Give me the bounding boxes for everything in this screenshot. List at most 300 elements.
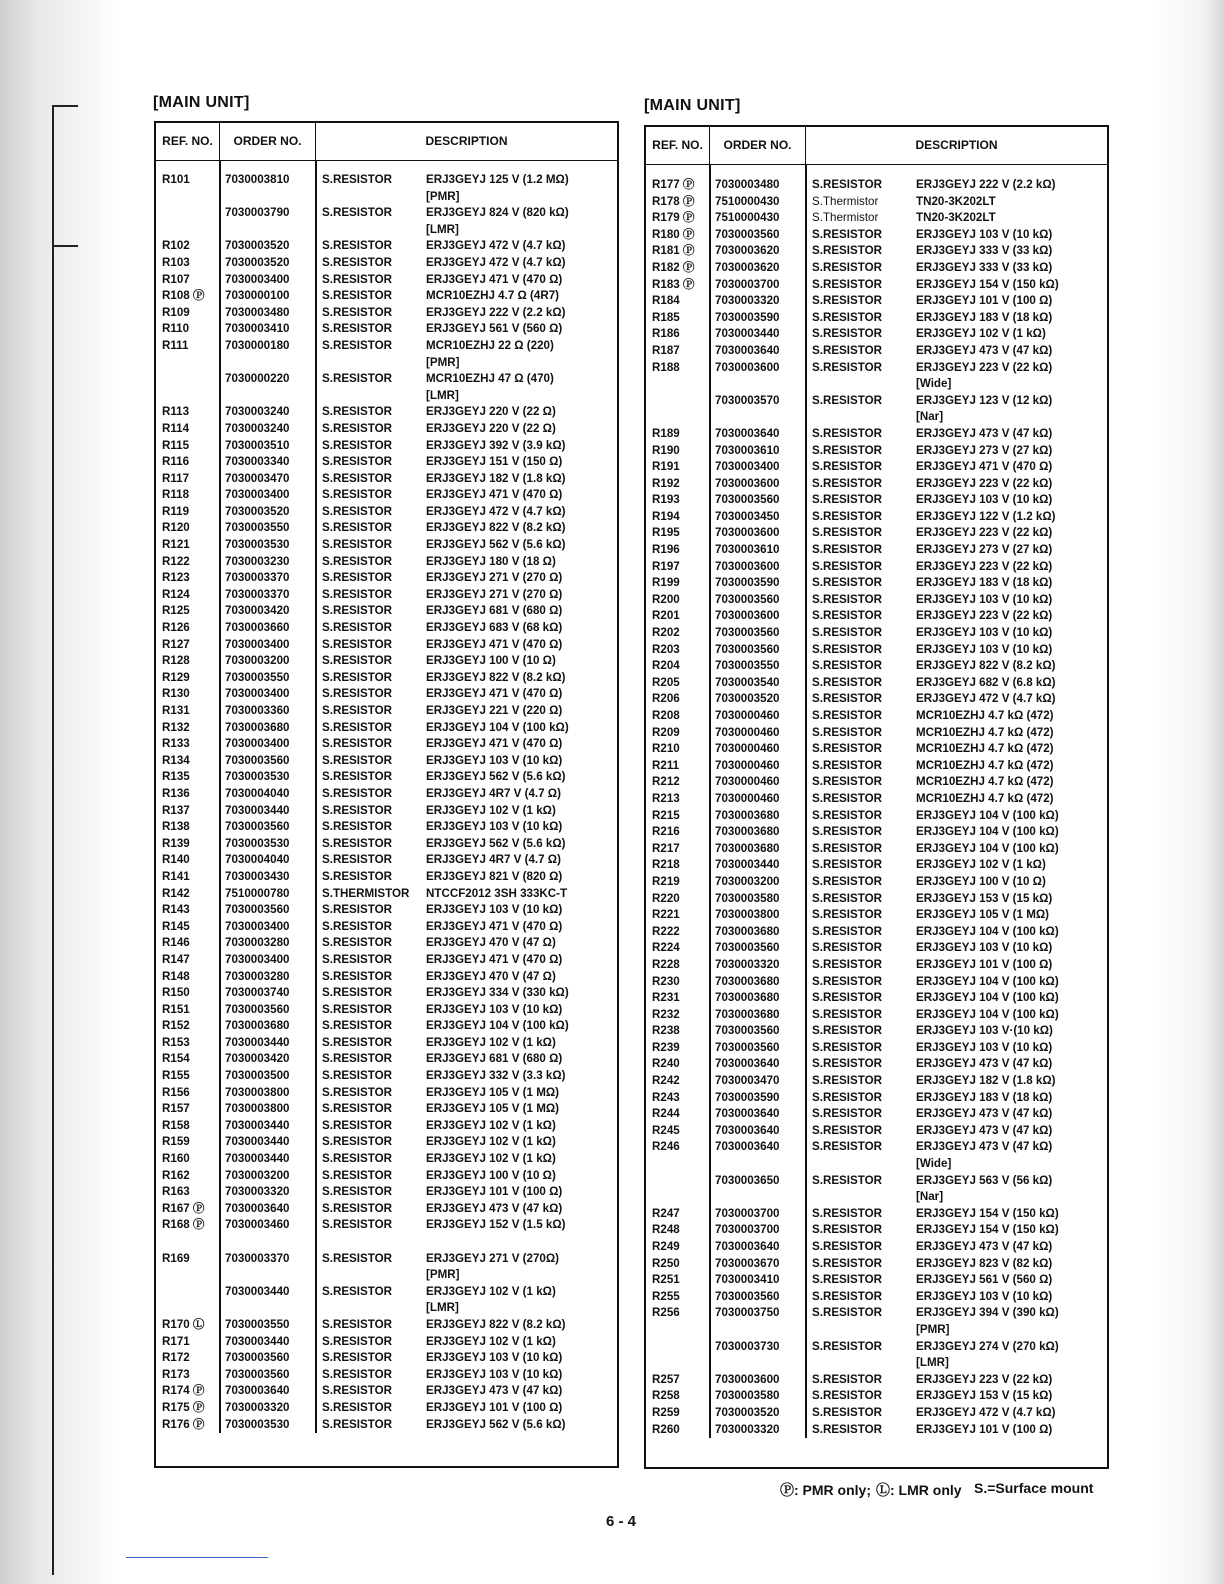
ref-no: R221 — [652, 908, 680, 922]
table-body — [646, 165, 1107, 1438]
ref-no: R169 — [162, 1251, 190, 1265]
ref-no: R197 — [652, 559, 680, 573]
part-spec: ERJ3GEYJ 681 V (680 Ω) — [426, 1052, 563, 1066]
part-type: S.RESISTOR — [322, 986, 393, 1000]
part-type: S.RESISTOR — [322, 737, 393, 751]
part-type: S.RESISTOR — [322, 554, 393, 568]
part-type: S.RESISTOR — [812, 991, 883, 1005]
ref-no: R189 — [652, 426, 680, 440]
ref-no: R201 — [652, 609, 680, 623]
part-type: S.RESISTOR — [812, 426, 883, 440]
part-type: S.RESISTOR — [322, 1351, 393, 1365]
legend-lmr: Ⓛ: LMR only — [876, 1482, 962, 1498]
part-type: S.RESISTOR — [812, 626, 883, 640]
table-row — [646, 476, 1107, 493]
part-type: S.RESISTOR — [812, 1090, 883, 1104]
order-no: 7030003600 — [715, 1372, 780, 1386]
table-row — [646, 177, 1107, 194]
order-no: 7030003400 — [225, 919, 290, 933]
order-no: 7030003670 — [715, 1256, 780, 1270]
ref-no: R146 — [162, 936, 190, 950]
order-no: 7030003680 — [715, 808, 780, 822]
order-no: 7030003540 — [715, 675, 780, 689]
ref-no: R215 — [652, 808, 680, 822]
ref-no: R211 — [652, 758, 680, 772]
order-no: 7030003640 — [715, 1140, 780, 1154]
table-row — [646, 243, 1107, 260]
order-no: 7030003700 — [715, 1206, 780, 1220]
part-spec: ERJ3GEYJ 223 V (22 kΩ) — [916, 609, 1053, 623]
part-type: S.RESISTOR — [322, 372, 393, 386]
table-row — [646, 360, 1107, 377]
ref-no: R147 — [162, 952, 190, 966]
part-spec: ERJ3GEYJ 180 V (18 Ω) — [426, 554, 556, 568]
order-no: 7030003680 — [715, 841, 780, 855]
part-type: S.RESISTOR — [812, 709, 883, 722]
part-spec: [Nar] — [916, 410, 944, 424]
table-row — [156, 1035, 617, 1052]
ref-no: R202 — [652, 626, 680, 640]
table-header — [156, 123, 617, 161]
order-no: 7030003640 — [225, 1201, 290, 1215]
part-type: S.RESISTOR — [812, 1074, 883, 1088]
part-spec: ERJ3GEYJ 334 V (330 kΩ) — [426, 986, 569, 1000]
order-no: 7030003680 — [715, 924, 780, 938]
ref-no: R242 — [652, 1074, 680, 1088]
part-spec: ERJ3GEYJ 103 V (10 kΩ) — [426, 820, 563, 834]
ref-no: R190 — [652, 443, 680, 457]
part-type: S.RESISTOR — [812, 675, 883, 689]
table-row — [646, 1372, 1107, 1389]
table-row — [156, 1002, 617, 1019]
part-spec: ERJ3GEYJ 101 V (100 Ω) — [916, 1422, 1053, 1436]
ref-no: R180 Ⓟ — [652, 227, 695, 241]
part-spec: ERJ3GEYJ 273 V (27 kΩ) — [916, 543, 1053, 557]
legend-surface-mount: S.=Surface mount — [974, 1480, 1094, 1496]
table-row — [646, 1239, 1107, 1256]
table-row — [156, 1068, 617, 1085]
order-no: 7510000430 — [715, 194, 780, 208]
order-no: 7030003500 — [225, 1069, 290, 1083]
part-type: S.RESISTOR — [812, 1372, 883, 1386]
order-no: 7030003700 — [715, 1223, 780, 1237]
part-spec: MCR10EZHJ 4.7 kΩ (472) — [916, 709, 1054, 722]
table-row — [156, 919, 617, 936]
table-row — [156, 703, 617, 720]
ref-no: R156 — [162, 1085, 190, 1099]
part-spec: [Nar] — [916, 1190, 944, 1204]
order-no: 7030003700 — [715, 277, 780, 291]
part-type: S.RESISTOR — [322, 1135, 393, 1149]
part-spec: ERJ3GEYJ 104 V (100 kΩ) — [916, 924, 1059, 938]
part-spec: ERJ3GEYJ 562 V (5.6 kΩ) — [426, 1417, 566, 1431]
table-row — [646, 1256, 1107, 1273]
ref-no: R203 — [652, 642, 680, 656]
part-spec: ERJ3GEYJ 105 V (1 MΩ) — [426, 1085, 560, 1099]
order-no: 7030003560 — [715, 642, 780, 656]
part-spec: ERJ3GEYJ 223 V (22 kΩ) — [916, 1372, 1053, 1386]
part-spec: TN20-3K202LT — [916, 194, 996, 208]
table-row — [646, 1023, 1107, 1040]
part-spec: ERJ3GEYJ 102 V (1 kΩ) — [426, 1152, 556, 1166]
table-row — [646, 492, 1107, 509]
order-no: 7030003370 — [225, 1251, 290, 1265]
ref-no: R255 — [652, 1289, 680, 1303]
ref-no: R133 — [162, 737, 190, 751]
table-row — [156, 1284, 617, 1301]
part-spec: ERJ3GEYJ 101 V (100 Ω) — [916, 294, 1053, 308]
part-type: S.RESISTOR — [322, 753, 393, 767]
table-row — [156, 520, 617, 537]
order-no: 7030003400 — [225, 737, 290, 751]
table-row — [646, 874, 1107, 891]
order-no: 7030003550 — [225, 670, 290, 684]
order-no: 7030003810 — [225, 173, 290, 186]
part-spec: ERJ3GEYJ 563 V (56 kΩ) — [916, 1173, 1053, 1187]
part-spec: MCR10EZHJ 4.7 Ω (4R7) — [426, 289, 559, 303]
part-type: S.RESISTOR — [322, 853, 393, 867]
order-no: 7030003550 — [715, 659, 780, 673]
part-type: S.RESISTOR — [812, 858, 883, 872]
part-type: S.RESISTOR — [812, 244, 883, 258]
table-row — [156, 637, 617, 654]
order-no: 7030003560 — [715, 1040, 780, 1054]
table-row — [646, 459, 1107, 476]
part-type: S.RESISTOR — [812, 1007, 883, 1021]
part-spec: ERJ3GEYJ 182 V (1.8 kΩ) — [426, 471, 566, 485]
part-type: S.RESISTOR — [322, 1251, 393, 1265]
order-no: 7030003800 — [715, 908, 780, 922]
order-no: 7030003530 — [225, 770, 290, 784]
part-type: S.RESISTOR — [322, 272, 393, 286]
part-spec: ERJ3GEYJ 562 V (5.6 kΩ) — [426, 836, 566, 850]
ref-no: R174 Ⓟ — [162, 1384, 205, 1398]
part-spec: ERJ3GEYJ 561 V (560 Ω) — [916, 1273, 1053, 1287]
table-row — [646, 1139, 1107, 1156]
part-spec: ERJ3GEYJ 105 V (1 MΩ) — [426, 1102, 560, 1116]
table-row — [156, 1317, 617, 1334]
part-spec: ERJ3GEYJ 470 V (47 Ω) — [426, 969, 556, 983]
ref-no: R155 — [162, 1069, 190, 1083]
ref-no: R250 — [652, 1256, 680, 1270]
part-type: S.RESISTOR — [322, 969, 393, 983]
table-row — [156, 852, 617, 869]
part-type: S.RESISTOR — [322, 206, 393, 220]
ref-no: R143 — [162, 903, 190, 917]
table-row — [156, 769, 617, 786]
order-no: 7030003560 — [225, 820, 290, 834]
part-type: S.RESISTOR — [812, 1206, 883, 1220]
part-spec: ERJ3GEYJ 472 V (4.7 kΩ) — [916, 1405, 1056, 1419]
part-type: S.RESISTOR — [322, 1367, 393, 1381]
part-spec: ERJ3GEYJ 183 V (18 kΩ) — [916, 310, 1053, 324]
order-no: 7030003740 — [225, 986, 290, 1000]
table-row — [646, 409, 1107, 426]
part-spec: ERJ3GEYJ 562 V (5.6 kΩ) — [426, 770, 566, 784]
part-type: S.RESISTOR — [812, 1107, 883, 1121]
part-spec: ERJ3GEYJ 122 V (1.2 kΩ) — [916, 509, 1056, 523]
part-spec: ERJ3GEYJ 103 V (10 kΩ) — [426, 1002, 563, 1016]
part-spec: ERJ3GEYJ 153 V (15 kΩ) — [916, 891, 1053, 905]
ref-no: R134 — [162, 753, 190, 767]
part-type: S.RESISTOR — [322, 720, 393, 734]
order-no: 7030003680 — [715, 1007, 780, 1021]
part-spec: TN20-3K202LT — [916, 211, 996, 225]
part-spec: MCR10EZHJ 4.7 kΩ (472) — [916, 758, 1054, 772]
table-row — [156, 421, 617, 438]
part-spec: ERJ3GEYJ 392 V (3.9 kΩ) — [426, 438, 566, 452]
page-number: 6 - 4 — [606, 1513, 637, 1530]
table-row — [156, 985, 617, 1002]
table-row — [646, 1305, 1107, 1322]
part-type: S.RESISTOR — [812, 974, 883, 988]
part-spec: ERJ3GEYJ 472 V (4.7 kΩ) — [426, 239, 566, 253]
order-no: 7030003460 — [225, 1218, 290, 1232]
part-type: S.RESISTOR — [812, 460, 883, 474]
ref-no: R129 — [162, 670, 190, 684]
part-spec: ERJ3GEYJ 561 V (560 Ω) — [426, 322, 563, 336]
table-row — [156, 404, 617, 421]
part-spec: ERJ3GEYJ 105 V (1 MΩ) — [916, 908, 1050, 922]
table-row — [646, 1289, 1107, 1306]
part-type: S.RESISTOR — [812, 310, 883, 324]
order-no: 7030003340 — [225, 455, 290, 469]
table-row — [156, 1300, 617, 1317]
part-type: S.RESISTOR — [812, 277, 883, 291]
part-type: S.RESISTOR — [812, 1289, 883, 1303]
part-spec: ERJ3GEYJ 100 V (10 Ω) — [426, 1168, 556, 1182]
table-row — [646, 393, 1107, 410]
part-spec: ERJ3GEYJ 103 V (10 kΩ) — [426, 753, 563, 767]
table-row — [156, 1383, 617, 1400]
ref-no: R185 — [652, 310, 680, 324]
part-spec: ERJ3GEYJ 220 V (22 Ω) — [426, 405, 556, 419]
ref-no: R218 — [652, 858, 680, 872]
ref-no: R138 — [162, 820, 190, 834]
part-type: S.RESISTOR — [322, 1085, 393, 1099]
part-spec: ERJ3GEYJ 154 V (150 kΩ) — [916, 1223, 1059, 1237]
order-no: 7030000460 — [715, 791, 780, 805]
part-spec: ERJ3GEYJ 394 V (390 kΩ) — [916, 1306, 1059, 1320]
ref-no: R206 — [652, 692, 680, 706]
part-spec: [PMR] — [426, 189, 460, 203]
table-row — [646, 592, 1107, 609]
ref-no: R123 — [162, 571, 190, 585]
table-row — [156, 935, 617, 952]
part-spec: ERJ3GEYJ 333 V (33 kΩ) — [916, 244, 1053, 258]
table-row — [156, 1417, 617, 1434]
order-no: 7030003650 — [715, 1173, 780, 1187]
part-spec: ERJ3GEYJ 102 V (1 kΩ) — [426, 803, 556, 817]
ref-no: R187 — [652, 343, 680, 357]
part-spec: [Wide] — [916, 377, 952, 391]
part-spec: ERJ3GEYJ 182 V (1.8 kΩ) — [916, 1074, 1056, 1088]
part-type: S.RESISTOR — [812, 260, 883, 274]
part-type: S.RESISTOR — [812, 227, 883, 241]
table-row — [646, 741, 1107, 758]
table-row — [156, 902, 617, 919]
part-type: S.RESISTOR — [322, 621, 393, 635]
order-no: 7030003440 — [225, 1035, 290, 1049]
ref-no: R245 — [652, 1123, 680, 1137]
part-type: S.Thermistor — [812, 211, 879, 225]
order-no: 7030003320 — [225, 1185, 290, 1199]
part-type: S.RESISTOR — [812, 941, 883, 955]
header-description: DESCRIPTION — [425, 133, 508, 148]
part-type: S.RESISTOR — [322, 919, 393, 933]
part-spec: ERJ3GEYJ 470 V (47 Ω) — [426, 936, 556, 950]
table-row — [646, 808, 1107, 825]
part-type: S.RESISTOR — [812, 642, 883, 656]
gutter-tick — [52, 105, 78, 107]
part-spec: ERJ3GEYJ 100 V (10 Ω) — [916, 874, 1046, 888]
ref-no: R152 — [162, 1019, 190, 1033]
part-spec: MCR10EZHJ 4.7 kΩ (472) — [916, 742, 1054, 756]
table-row — [156, 720, 617, 737]
order-no: 7030000220 — [225, 372, 290, 386]
table-row — [156, 554, 617, 571]
part-spec: ERJ3GEYJ 101 V (100 Ω) — [426, 1185, 563, 1199]
right-parts-table — [644, 125, 1109, 1469]
part-spec: MCR10EZHJ 4.7 kΩ (472) — [916, 725, 1054, 739]
part-spec: ERJ3GEYJ 104 V (100 kΩ) — [916, 1007, 1059, 1021]
part-type: S.RESISTOR — [322, 1317, 393, 1331]
order-no: 7030003560 — [715, 592, 780, 606]
table-row — [646, 1189, 1107, 1206]
ref-no: R256 — [652, 1306, 680, 1320]
order-no: 7030003790 — [225, 206, 290, 220]
part-spec: ERJ3GEYJ 183 V (18 kΩ) — [916, 576, 1053, 590]
header-ref-no: REF. NO. — [646, 127, 710, 164]
ref-no: R128 — [162, 654, 190, 668]
order-no: 7030003680 — [715, 974, 780, 988]
order-no: 7030003640 — [715, 343, 780, 357]
part-spec: ERJ3GEYJ 472 V (4.7 kΩ) — [426, 255, 566, 269]
part-type: S.RESISTOR — [812, 327, 883, 341]
part-spec: ERJ3GEYJ 183 V (18 kΩ) — [916, 1090, 1053, 1104]
table-row — [646, 774, 1107, 791]
table-row — [156, 869, 617, 886]
table-row — [646, 1040, 1107, 1057]
part-spec: ERJ3GEYJ 103 V (10 kΩ) — [916, 227, 1053, 241]
ref-no: R118 — [162, 488, 190, 502]
order-no: 7030003640 — [715, 1057, 780, 1071]
ref-no: R117 — [162, 471, 190, 485]
part-type: S.RESISTOR — [322, 289, 393, 303]
ref-no: R176 Ⓟ — [162, 1417, 205, 1431]
table-row — [646, 974, 1107, 991]
part-spec: ERJ3GEYJ 103 V (10 kΩ) — [426, 1351, 563, 1365]
header-ref-no: REF. NO. — [156, 123, 220, 160]
table-row — [646, 525, 1107, 542]
part-spec: ERJ3GEYJ 824 V (820 kΩ) — [426, 206, 569, 220]
table-row — [156, 537, 617, 554]
order-no: 7030003580 — [715, 891, 780, 905]
ref-no: R162 — [162, 1168, 190, 1182]
part-spec: ERJ3GEYJ 471 V (470 Ω) — [426, 737, 563, 751]
part-type: S.RESISTOR — [322, 538, 393, 552]
part-type: S.RESISTOR — [812, 1240, 883, 1253]
ref-no: R212 — [652, 775, 680, 789]
part-spec: ERJ3GEYJ 822 V (8.2 kΩ) — [426, 670, 566, 684]
ref-no: R196 — [652, 543, 680, 557]
part-type: S.RESISTOR — [812, 526, 883, 540]
order-no: 7030003560 — [715, 626, 780, 640]
part-type: S.RESISTOR — [812, 1422, 883, 1436]
table-row — [646, 642, 1107, 659]
table-row — [156, 886, 617, 903]
part-spec: [Wide] — [916, 1157, 952, 1171]
table-row — [646, 1090, 1107, 1107]
order-no: 7030003680 — [225, 1019, 290, 1033]
part-spec: ERJ3GEYJ 104 V (100 kΩ) — [426, 720, 569, 734]
part-spec: ERJ3GEYJ 104 V (100 kΩ) — [916, 808, 1059, 822]
part-type: S.RESISTOR — [322, 471, 393, 485]
ref-no: R113 — [162, 405, 190, 419]
order-no: 7030003280 — [225, 969, 290, 983]
part-type: S.RESISTOR — [812, 393, 883, 407]
order-no: 7030003280 — [225, 936, 290, 950]
table-row — [156, 1101, 617, 1118]
order-no: 7030003800 — [225, 1085, 290, 1099]
part-type: S.RESISTOR — [812, 1123, 883, 1137]
table-row — [156, 255, 617, 272]
table-body — [156, 161, 617, 1433]
order-no: 7030003560 — [225, 753, 290, 767]
part-type: S.RESISTOR — [322, 1284, 393, 1298]
table-row — [156, 603, 617, 620]
order-no: 7030003620 — [715, 244, 780, 258]
part-spec: [LMR] — [916, 1356, 949, 1370]
ref-no: R199 — [652, 576, 680, 590]
order-no: 7030003370 — [225, 587, 290, 601]
table-row — [156, 786, 617, 803]
order-no: 7030003520 — [715, 692, 780, 706]
order-no: 7030003400 — [715, 460, 780, 474]
ref-no: R130 — [162, 687, 190, 701]
part-type: S.RESISTOR — [812, 725, 883, 739]
table-row — [646, 758, 1107, 775]
order-no: 7030000460 — [715, 725, 780, 739]
ref-no: R193 — [652, 493, 680, 507]
ref-no: R163 — [162, 1185, 190, 1199]
order-no: 7030003520 — [715, 1405, 780, 1419]
part-type: S.RESISTOR — [322, 305, 393, 319]
order-no: 7030003530 — [225, 836, 290, 850]
part-spec: ERJ3GEYJ 103 V (10 kΩ) — [916, 642, 1053, 656]
table-row — [646, 376, 1107, 393]
order-no: 7030003640 — [715, 1123, 780, 1137]
part-spec: ERJ3GEYJ 562 V (5.6 kΩ) — [426, 538, 566, 552]
order-no: 7030003620 — [715, 260, 780, 274]
bottom-rule — [126, 1557, 268, 1558]
part-type: S.RESISTOR — [812, 343, 883, 357]
table-row — [646, 940, 1107, 957]
table-row — [646, 1405, 1107, 1422]
order-no: 7030003560 — [225, 1367, 290, 1381]
table-row — [646, 443, 1107, 460]
order-no: 7030000100 — [225, 289, 290, 303]
table-row — [156, 321, 617, 338]
ref-no: R209 — [652, 725, 680, 739]
ref-no: R239 — [652, 1040, 680, 1054]
part-spec: MCR10EZHJ 22 Ω (220) — [426, 338, 554, 352]
table-row — [156, 1217, 617, 1234]
part-type: S.RESISTOR — [812, 1223, 883, 1237]
table-row — [646, 1056, 1107, 1073]
part-spec: ERJ3GEYJ 151 V (150 Ω) — [426, 455, 563, 469]
part-type: S.RESISTOR — [812, 742, 883, 756]
